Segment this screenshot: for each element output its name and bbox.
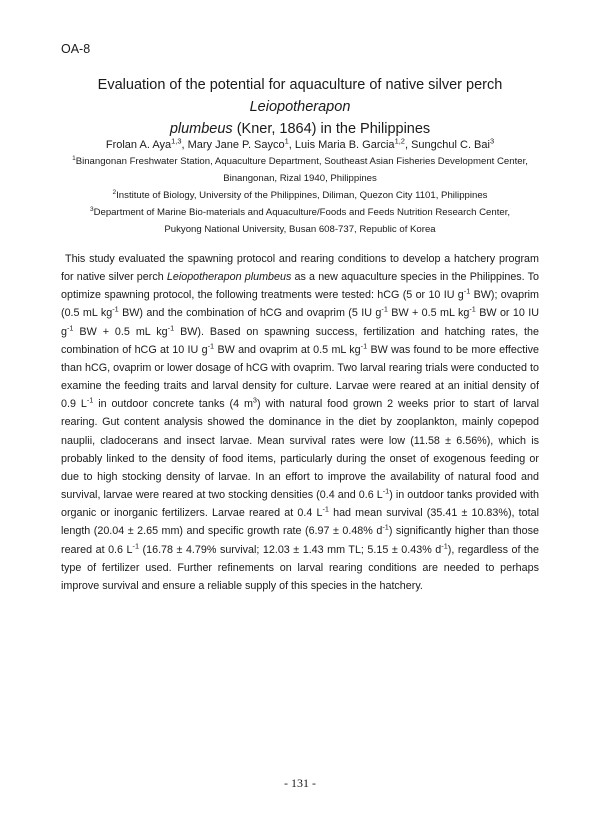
superscript: -1 <box>132 540 140 550</box>
abstract-text: had mean survival (35.41 ± 10.83%), total length (20.04 ± 2.65 mm) and specific growth rate (6.97 ± 0.48% d <box>61 507 539 538</box>
superscript: -1 <box>112 304 119 314</box>
affiliation-mark: 3 <box>89 205 94 213</box>
author-name: Mary Jane P. Sayco <box>187 139 285 151</box>
abstract-text: ), regardless of the type of fertilizer used. Further refinements on larval rearing conditions are needed to perhaps improve survival and ensure a reliable supply of this species in the hatchery. <box>61 543 539 592</box>
superscript: -1 <box>322 504 329 514</box>
title-species-genus: Leiopotherapon <box>249 99 351 115</box>
abstract-text: as a new aquaculture species in the Philippines. To optimize spawning protocol, the following treatments were tested: hCG (5 or 10 IU g <box>61 271 539 302</box>
superscript: -1 <box>167 323 175 333</box>
abstract-text: BW + 0.5 mL kg <box>73 325 168 338</box>
abstract-text: This study evaluated the spawning protocol and rearing conditions to develop a hatchery program for native silver perch <box>61 253 539 284</box>
affiliation-text: Department of Marine Bio-materials and Aquaculture/Foods and Feeds Nutrition Research Center, <box>93 207 511 218</box>
abstract-text: BW was found to be more effective than hCG, ovaprim or lower dosage of hCG with ovaprim. Two larval rearing trials were conducted to examine the feeding traits and larval density for culture. Larvae were reared at an initial density of 0.9 L <box>61 343 539 411</box>
abstract-text: BW); ovaprim (0.5 mL kg <box>61 289 540 320</box>
author-separator: , <box>288 139 295 151</box>
superscript: -1 <box>441 540 448 550</box>
abstract-text: BW or 10 IU g <box>61 307 540 338</box>
superscript: -1 <box>207 341 215 351</box>
affiliation-list <box>40 153 560 238</box>
affiliation-mark: 1 <box>72 154 76 162</box>
affiliation-text: Pukyong National University, Busan 608-737, Republic of Korea <box>164 224 436 235</box>
abstract-text: BW). Based on spawning success, fertilization and hatching rates, the combination of hCG at 10 IU g <box>61 325 539 356</box>
author-name: Luis Maria B. Garcia <box>294 139 395 151</box>
affiliation-mark: 2 <box>112 188 117 196</box>
superscript: -1 <box>463 286 471 296</box>
abstract-text: ) significantly higher than those reared at 0.6 L <box>61 525 539 556</box>
abstract-text: ) in outdoor tanks provided with organic or inorganic fertilizers. Larvae reared at 0.4 L <box>61 489 540 520</box>
author-name: Frolan A. Aya <box>105 139 172 151</box>
abstract-text: in outdoor concrete tanks (4 m <box>93 398 253 411</box>
title-species-epithet: plumbeus <box>169 121 233 137</box>
title-text: Evaluation of the potential for aquaculture of native silver perch <box>97 77 503 93</box>
author-separator: , <box>404 139 412 151</box>
author-list <box>40 138 560 153</box>
title-text-suffix: (Kner, 1864) in the Philippines <box>232 121 431 137</box>
superscript: -1 <box>382 522 389 532</box>
abstract-text: ) with natural food grown 2 weeks prior to start of larval rearing. Gut content analysis showed the dominance in the diet by zooplankton, mainly copepod nauplii, cladocerans and insect larvae. Mean survival rates were low (11.58 ± 6.56%), which is probably linked to the density of food items, particularly during the onset of exogenous feeding or due to high stocking density of larvae. In an effort to improve the availability of natural food and survival, larvae were reared at two stocking densities (0.4 and 0.6 L <box>61 398 539 502</box>
author-separator: , <box>181 139 188 151</box>
superscript: 3 <box>252 395 257 405</box>
superscript: -1 <box>360 341 368 351</box>
superscript: -1 <box>86 395 94 405</box>
affiliation-1 <box>40 153 560 187</box>
author-affiliation-mark: 1,2 <box>394 136 405 146</box>
author-affiliation-mark: 3 <box>489 136 495 146</box>
affiliation-3 <box>40 204 560 238</box>
author-affiliation-mark: 1,3 <box>171 136 182 146</box>
superscript: -1 <box>382 486 390 496</box>
affiliation-text: Institute of Biology, University of the Philippines, Diliman, Quezon City 1101, Philippines <box>116 190 488 201</box>
species-name: Leiopotherapon plumbeus <box>166 271 292 284</box>
page-number: - 131 - <box>284 776 316 790</box>
superscript: -1 <box>381 304 388 314</box>
author-name: Sungchul C. Bai <box>411 139 490 151</box>
superscript: -1 <box>66 323 74 333</box>
affiliation-2 <box>40 187 560 204</box>
paper-title <box>60 74 540 140</box>
affiliation-text: Binangonan Freshwater Station, Aquaculture Department, Southeast Asian Fisheries Development Center, <box>75 156 528 167</box>
abstract-paragraph <box>61 250 539 595</box>
author-affiliation-mark: 1 <box>284 136 289 146</box>
abstract-text: BW) and the combination of hCG and ovaprim (5 IU g <box>118 307 382 320</box>
abstract-text: BW + 0.5 mL kg <box>387 307 470 320</box>
abstract <box>61 250 539 595</box>
abstract-text: (16.78 ± 4.79% survival; 12.03 ± 1.43 mm TL; 5.15 ± 0.43% d <box>139 543 442 556</box>
session-code: OA-8 <box>61 42 91 56</box>
superscript: -1 <box>469 304 476 314</box>
abstract-text: BW and ovaprim at 0.5 mL kg <box>214 343 361 356</box>
affiliation-text: Binangonan, Rizal 1940, Philippines <box>223 173 377 184</box>
